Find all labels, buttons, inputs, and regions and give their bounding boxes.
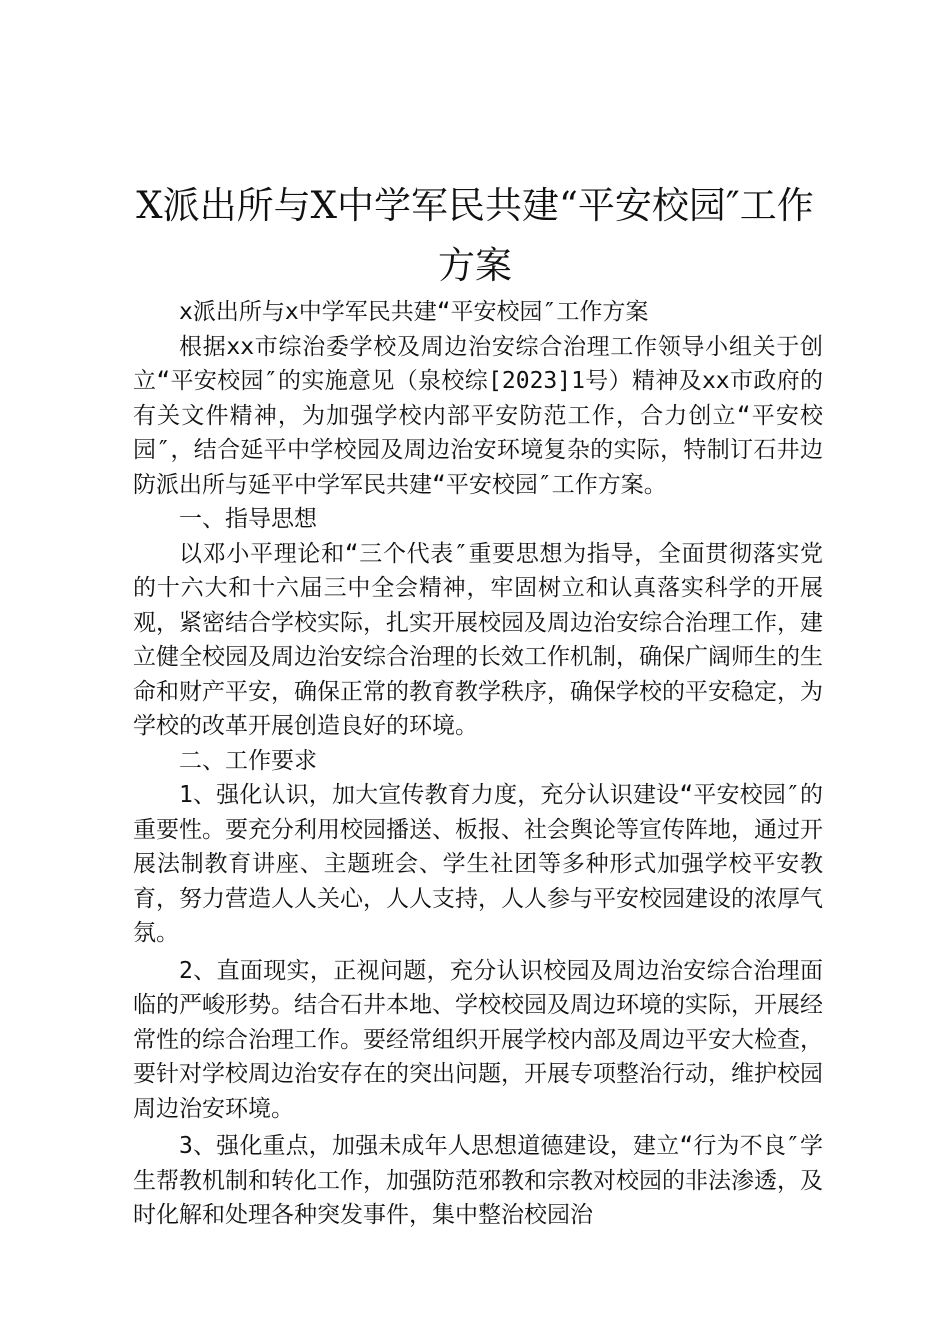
- title-line-2: 方案: [438, 244, 512, 287]
- subtitle-paragraph: x派出所与x中学军民共建“平安校园″工作方案: [179, 299, 649, 325]
- document-body: [133, 295, 823, 1233]
- section-heading-2: 二、工作要求: [179, 747, 317, 774]
- guiding-thought-paragraph: 以邓小平理论和“三个代表″重要思想为指导，全面贯彻落实党的十六大和十六届三中全会精神，牢固树立和认真落实科学的开展观，紧密结合学校实际，扎实开展校园及周边治安综合治理工作，建立健全校园及周边治安综合治理的长效工作机制，确保广阔师生的生命和财产平安，确保正常的教育教学秩序，确保学校的平安稳定，为学校的改革开展创造良好的环境。: [133, 540, 823, 739]
- requirement-paragraph-3: 3、强化重点，加强未成年人思想道德建设，建立“行为不良″学生帮教机制和转化工作，加强防范邪教和宗教对校园的非法渗透，及时化解和处理各种突发事件，集中整治校园治: [133, 1133, 823, 1228]
- requirement-paragraph-2: 2、直面现实，正视问题，充分认识校园及周边治安综合治理面临的严峻形势。结合石井本地、学校校园及周边环境的实际，开展经常性的综合治理工作。要经常组织开展学校内部及周边平安大检查，要针对学校周边治安存在的突出问题，开展专项整治行动，维护校园周边治安环境。: [133, 957, 823, 1122]
- section-heading-1: 一、指导思想: [179, 506, 317, 532]
- title-line-1: X派出所与X中学军民共建“平安校园″工作: [136, 184, 814, 227]
- requirement-paragraph-1: 1、强化认识，加大宣传教育力度，充分认识建设“平安校园″的重要性。要充分利用校园播送、板报、社会舆论等宣传阵地，通过开展法制教育讲座、主题班会、学生社团等多种形式加强学校平安教育，努力营造人人关心，人人支持，人人参与平安校园建设的浓厚气氛。: [133, 782, 823, 946]
- intro-paragraph: 根据xx市综治委学校及周边治安综合治理工作领导小组关于创立“平安校园″的实施意见（泉校综[2023]1号）精神及xx市政府的有关文件精神，为加强学校内部平安防范工作，合力创立“平安校园″，结合延平中学校园及周边治安环境复杂的实际，特制订石井边防派出所与延平中学军民共建“平安校园″工作方案。: [133, 333, 823, 498]
- document-title: [120, 176, 830, 296]
